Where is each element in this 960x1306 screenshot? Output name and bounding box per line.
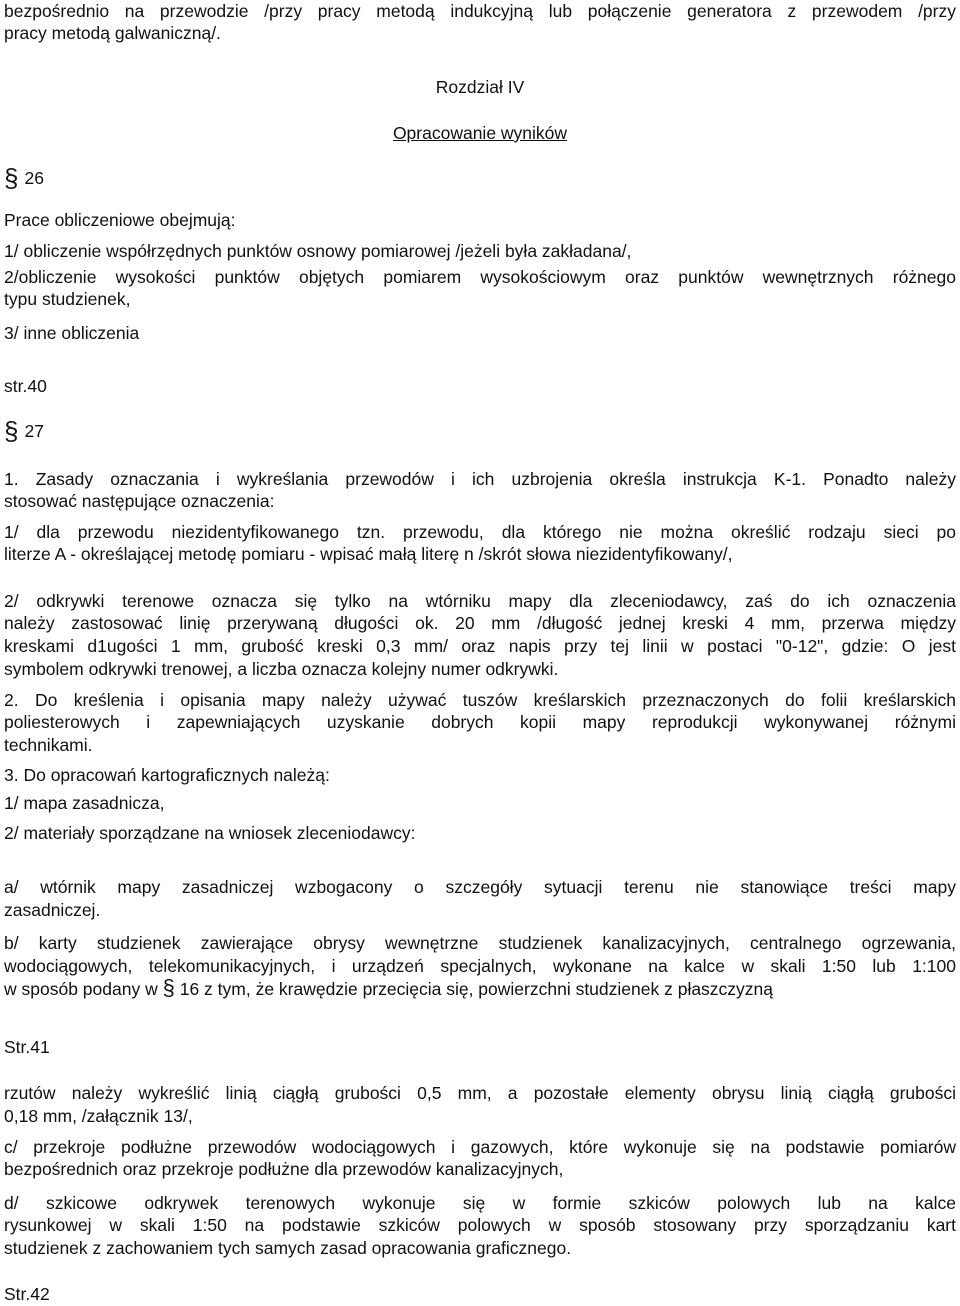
s27-p3-line-3: kreskami d1ugości 1 mm, grubość kreski 0,3 mm/ oraz napis przy tej linii w postaci "0-12", gdzie: O jest — [4, 636, 956, 656]
page-number-42: Str.42 — [4, 1284, 50, 1304]
s27-p2-line-1: 1/ dla przewodu niezidentyfikowanego tzn. przewodu, dla którego nie można określić rodzaju sieci po — [4, 522, 956, 542]
cont-1-line-2: 0,18 mm, /załącznik 13/, — [4, 1106, 193, 1126]
s27-p4-line-1: 2. Do kreślenia i opisania mapy należy używać tuszów kreślarskich przeznaczonych do folii kreślarskich — [4, 690, 956, 710]
s27-p8-line-1: a/ wtórnik mapy zasadniczej wzbogacony o szczegóły sytuacji terenu nie stanowiące treści mapy — [4, 877, 956, 897]
section-26-item-1: 1/ obliczenie współrzędnych punktów osnowy pomiarowej /jeżeli była zakładana/, — [4, 241, 632, 261]
s27-p1-line-1: 1. Zasady oznaczania i wykreślania przewodów i ich uzbrojenia określa instrukcja K-1. Ponadto należy — [4, 469, 956, 489]
cont-2-line-2: bezpośrednich oraz przekroje podłużne dla przewodów kanalizacyjnych, — [4, 1159, 564, 1179]
section-symbol-icon: § — [4, 416, 19, 446]
s27-p5: 3. Do opracowań kartograficznych należą: — [4, 765, 330, 785]
section-26-heading — [4, 163, 44, 193]
s27-p2-line-2: literze A - określającej metodę pomiaru - wpisać małą literę n /skrót słowa niezidentyfikowany/, — [4, 544, 733, 564]
cont-2-line-1: c/ przekroje podłużne przewodów wodociągowych i gazowych, które wykonuje się na podstawie pomiarów — [4, 1137, 956, 1157]
s27-p9-line-1: b/ karty studzienek zawierające obrysy wewnętrzne studzienek kanalizacyjnych, centralnego ogrzewania, — [4, 933, 956, 953]
page-number-40: str.40 — [4, 376, 47, 396]
s27-p3-line-1: 2/ odkrywki terenowe oznacza się tylko na wtórniku mapy dla zleceniodawcy, zaś do ich oznaczenia — [4, 591, 956, 611]
chapter-title: Rozdział IV — [435, 77, 525, 97]
cont-3-line-3: studzienek z zachowaniem tych samych zasad opracowania graficznego. — [4, 1238, 572, 1258]
s27-p6: 1/ mapa zasadnicza, — [4, 793, 165, 813]
cont-1-line-1: rzutów należy wykreślić linią ciągłą grubości 0,5 mm, a pozostałe elementy obrysu linią ciągłą grubości — [4, 1083, 956, 1103]
section-27-number: 27 — [24, 421, 44, 441]
s27-p8-line-2: zasadniczej. — [4, 900, 101, 920]
s27-p9-line-2: wodociągowych, telekomunikacyjnych, i urządzeń specjalnych, wykonane na kalce w skali 1:50 lub 1:100 — [4, 956, 956, 976]
cont-3-line-2: rysunkowej w skali 1:50 na podstawie szkiców polowych w sposób stosowany przy sporządzaniu kart — [4, 1215, 956, 1235]
s27-p9-line-3-post: 16 z tym, że krawędzie przecięcia się, powierzchni studzienek z płaszczyzną — [179, 979, 774, 999]
s27-p9-line-3-pre: w sposób podany w — [4, 979, 158, 999]
cont-3-line-1: d/ szkicowe odkrywek terenowych wykonuje się w formie szkiców polowych lub na kalce — [4, 1193, 956, 1213]
chapter-subtitle — [0, 122, 960, 145]
intro-line-2: pracy metodą galwaniczną/. — [4, 23, 221, 43]
section-26-lead: Prace obliczeniowe obejmują: — [4, 210, 236, 230]
section-26-item-3: 3/ inne obliczenia — [4, 323, 140, 343]
s27-p7: 2/ materiały sporządzane na wniosek zleceniodawcy: — [4, 823, 416, 843]
section-symbol-icon: § — [162, 975, 175, 1000]
s27-p9-line-3 — [4, 977, 773, 1001]
chapter-subtitle-text: Opracowanie wyników — [392, 123, 568, 143]
section-symbol-icon: § — [4, 163, 19, 193]
section-26-number: 26 — [24, 168, 44, 188]
section-27-heading — [4, 416, 44, 446]
s27-p1-line-2: stosować następujące oznaczenia: — [4, 491, 275, 511]
section-26-item-2a: 2/obliczenie wysokości punktów objętych pomiarem wysokościowym oraz punktów wewnętrznych różnego — [4, 267, 956, 287]
s27-p4-line-3: technikami. — [4, 735, 93, 755]
page-number-41: Str.41 — [4, 1037, 50, 1057]
s27-p3-line-4: symbolem odkrywki trenowej, a liczba oznacza kolejny numer odkrywki. — [4, 659, 559, 679]
intro-line-1: bezpośrednio na przewodzie /przy pracy metodą indukcyjną lub połączenie generatora z przewodem /przy — [4, 1, 956, 21]
section-26-item-2b: typu studzienek, — [4, 289, 131, 309]
s27-p3-line-2: należy zastosować linię przerywaną długości ok. 20 mm /długość jednej kreski 4 mm, przerwa między — [4, 613, 956, 633]
s27-p4-line-2: poliesterowych i zapewniających uzyskanie dobrych kopii mapy reprodukcji wykonywanej różnymi — [4, 712, 956, 732]
